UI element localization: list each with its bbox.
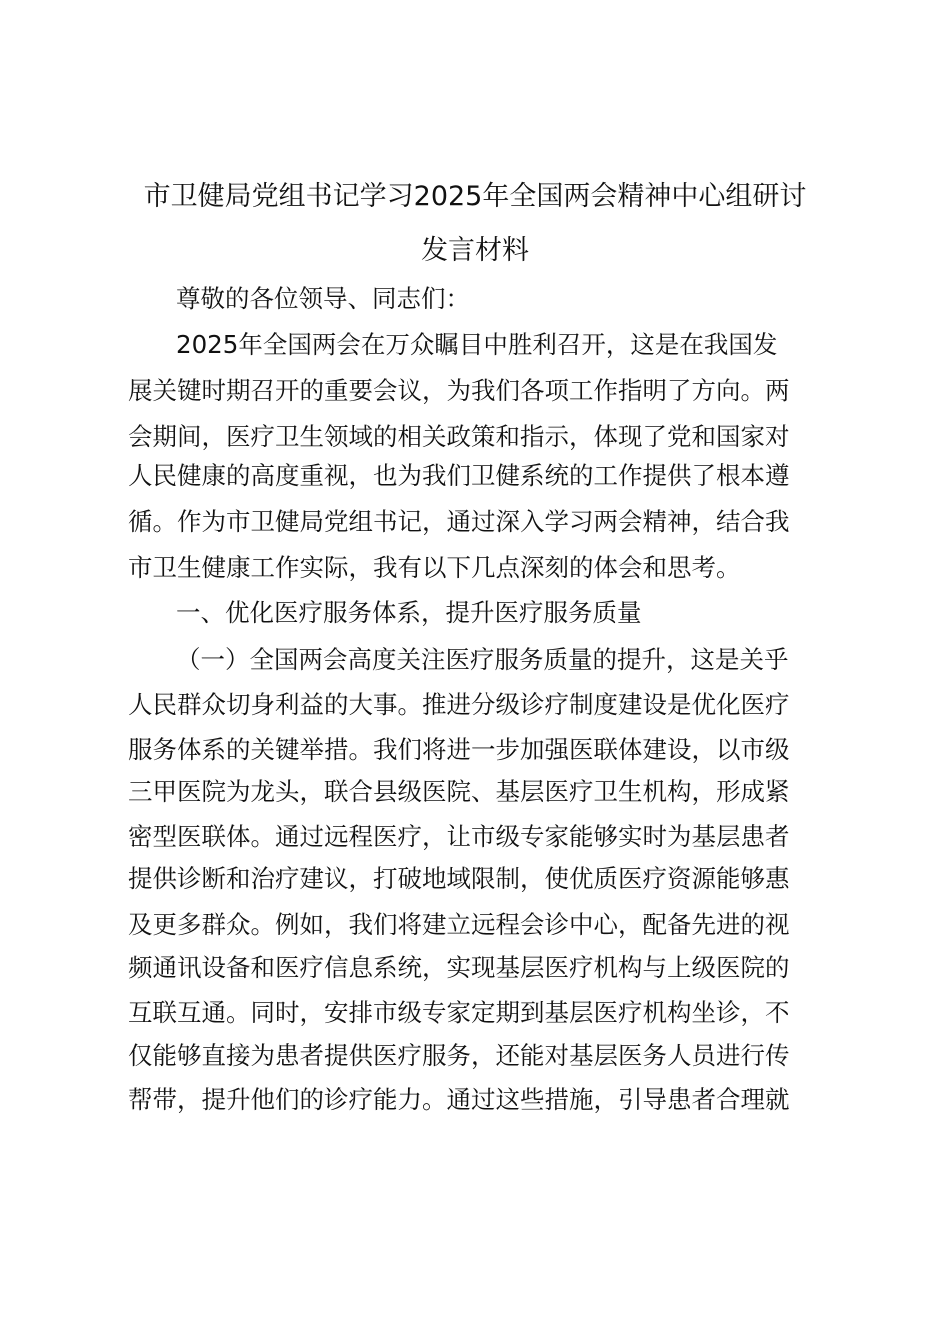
paragraph-2-line: 仅能够直接为患者提供医疗服务，还能对基层医务人员进行传 [128,1041,790,1070]
paragraph-2-line: 三甲医院为龙头，联合县级医院、基层医疗卫生机构，形成紧 [128,777,790,806]
paragraph-1-line: 人民健康的高度重视，也为我们卫健系统的工作提供了根本遵 [128,461,790,490]
section-heading: 一、优化医疗服务体系，提升医疗服务质量 [176,598,642,627]
paragraph-2-line: 频通讯设备和医疗信息系统，实现基层医疗机构与上级医院的 [128,953,790,982]
document-title-line-1: 市卫健局党组书记学习2025年全国两会精神中心组研讨 [143,181,807,212]
paragraph-2-line: 服务体系的关键举措。我们将进一步加强医联体建设，以市级 [128,735,790,764]
paragraph-2-line: （一）全国两会高度关注医疗服务质量的提升，这是关乎 [176,645,789,674]
paragraph-2-line: 帮带，提升他们的诊疗能力。通过这些措施，引导患者合理就 [128,1085,790,1114]
paragraph-2-line: 及更多群众。例如，我们将建立远程会诊中心，配备先进的视 [128,910,790,939]
document-title-line-2: 发言材料 [421,235,529,266]
paragraph-1-line: 市卫生健康工作实际，我有以下几点深刻的体会和思考。 [128,553,741,582]
paragraph-2-line: 互联互通。同时，安排市级专家定期到基层医疗机构坐诊，不 [128,998,790,1027]
paragraph-2-line: 提供诊断和治疗建议，打破地域限制，使优质医疗资源能够惠 [128,864,790,893]
paragraph-1-line: 展关键时期召开的重要会议，为我们各项工作指明了方向。两 [128,376,790,405]
paragraph-1-line: 循。作为市卫健局党组书记，通过深入学习两会精神，结合我 [128,507,790,536]
paragraph-1-line: 2025年全国两会在万众瞩目中胜利召开，这是在我国发 [176,330,778,359]
paragraph-2-line: 密型医联体。通过远程医疗，让市级专家能够实时为基层患者 [128,822,790,851]
paragraph-2-line: 人民群众切身利益的大事。推进分级诊疗制度建设是优化医疗 [128,690,790,719]
salutation: 尊敬的各位领导、同志们： [176,284,470,313]
paragraph-1-line: 会期间，医疗卫生领域的相关政策和指示，体现了党和国家对 [128,422,790,451]
